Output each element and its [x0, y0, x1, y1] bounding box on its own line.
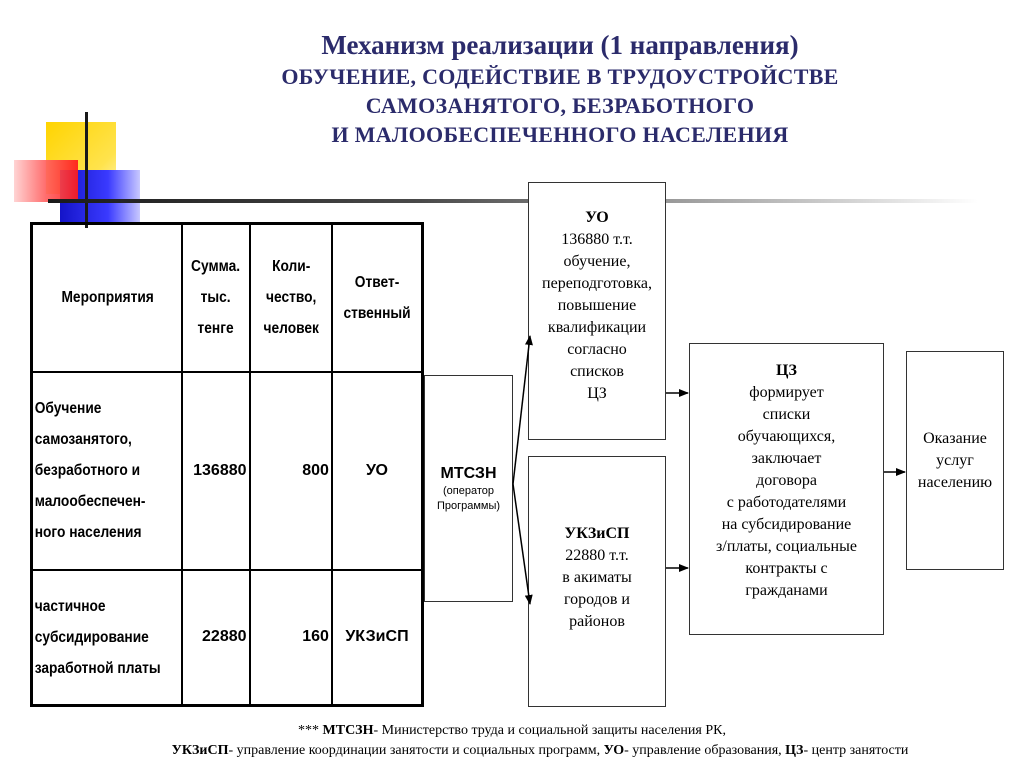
cell-quantity: 160 — [250, 570, 332, 706]
cz-line: списки — [762, 406, 811, 423]
cz-line: формирует — [749, 384, 824, 401]
uo-line: квалификации — [547, 319, 647, 336]
cell-responsible: УО — [332, 372, 423, 570]
header-sum: Сумма. тыс. тенге — [187, 224, 245, 372]
title-line-2: САМОЗАНЯТОГО, БЕЗРАБОТНОГО — [365, 93, 755, 118]
uo-line: 136880 т.т. — [561, 231, 633, 248]
mtszn-note-2: Программы) — [436, 499, 501, 512]
cell-sum: 22880 — [182, 570, 249, 706]
arrow-to-ukzisp — [513, 484, 530, 604]
cz-line: гражданами — [745, 582, 828, 599]
footnote-prefix: *** — [298, 723, 323, 738]
footnote-mtszn-text: - Министерство труда и социальной защиты населения РК, — [373, 723, 726, 738]
header-quantity: Коли- чество, человек — [255, 224, 326, 372]
cz-line: обучающихся, — [737, 428, 836, 445]
arrow-to-uo — [513, 336, 530, 484]
cz-line: с работодателями — [726, 494, 847, 511]
mtszn-note-1: (оператор — [443, 484, 494, 497]
service-line: услуг — [936, 451, 974, 469]
uo-line: обучение, — [563, 253, 631, 270]
uo-line: переподготовка, — [542, 275, 652, 292]
ukzisp-title: УКЗиСП — [564, 525, 630, 542]
cell-event: частичное субсидирование заработной платы — [32, 570, 183, 706]
cell-quantity: 800 — [250, 372, 332, 570]
mtszn-name: МТСЗН — [440, 464, 497, 482]
cell-event: Обучение самозанятого, безработного и малообеспечен- ного населения — [32, 372, 183, 570]
cz-line: з/платы, социальные — [716, 538, 857, 555]
cell-sum: 136880 — [182, 372, 249, 570]
title-line-1: ОБУЧЕНИЕ, СОДЕЙСТВИЕ В ТРУДОУСТРОЙСТВЕ — [281, 64, 839, 89]
uo-line: повышение — [557, 297, 637, 314]
ukzisp-line: районов — [569, 613, 625, 630]
footnote-mtszn-abbr: МТСЗН — [322, 723, 374, 738]
footnote-cz-abbr: ЦЗ — [785, 743, 804, 758]
footnote-ukz-abbr: УКЗиСП — [171, 743, 229, 758]
uo-line: ЦЗ — [587, 385, 607, 402]
service-line: населению — [917, 473, 993, 491]
footnote-line-2 — [0, 742, 1024, 760]
cz-line: заключает — [751, 450, 822, 467]
cell-responsible: УКЗиСП — [332, 570, 423, 706]
service-line: Оказание — [923, 429, 987, 447]
uo-line: списков — [570, 363, 624, 380]
footnote-cz-text: - центр занятости — [803, 743, 909, 758]
footnote-line-1 — [0, 722, 1024, 740]
uo-title: УО — [585, 209, 609, 226]
ukzisp-line: городов и — [564, 591, 630, 608]
footnote-uo-text: - управление образования, — [624, 743, 786, 758]
cz-line: контракты с — [745, 560, 828, 577]
cz-line: договора — [756, 472, 817, 489]
ukzisp-line: в акиматы — [562, 569, 632, 586]
header-responsible: Ответ- ственный — [338, 224, 416, 372]
uo-line: согласно — [567, 341, 627, 358]
title-main: Механизм реализации (1 направления) — [321, 30, 799, 60]
title-line-3: И МАЛООБЕСПЕЧЕННОГО НАСЕЛЕНИЯ — [331, 122, 789, 147]
footnote-ukz-text: - управление координации занятости и социальных программ, — [228, 743, 604, 758]
header-events: Мероприятия — [42, 224, 172, 372]
footnote-uo-abbr: УО — [603, 743, 625, 758]
ukzisp-line: 22880 т.т. — [565, 547, 629, 564]
cz-title: ЦЗ — [776, 362, 797, 379]
cz-line: на субсидирование — [721, 516, 852, 533]
